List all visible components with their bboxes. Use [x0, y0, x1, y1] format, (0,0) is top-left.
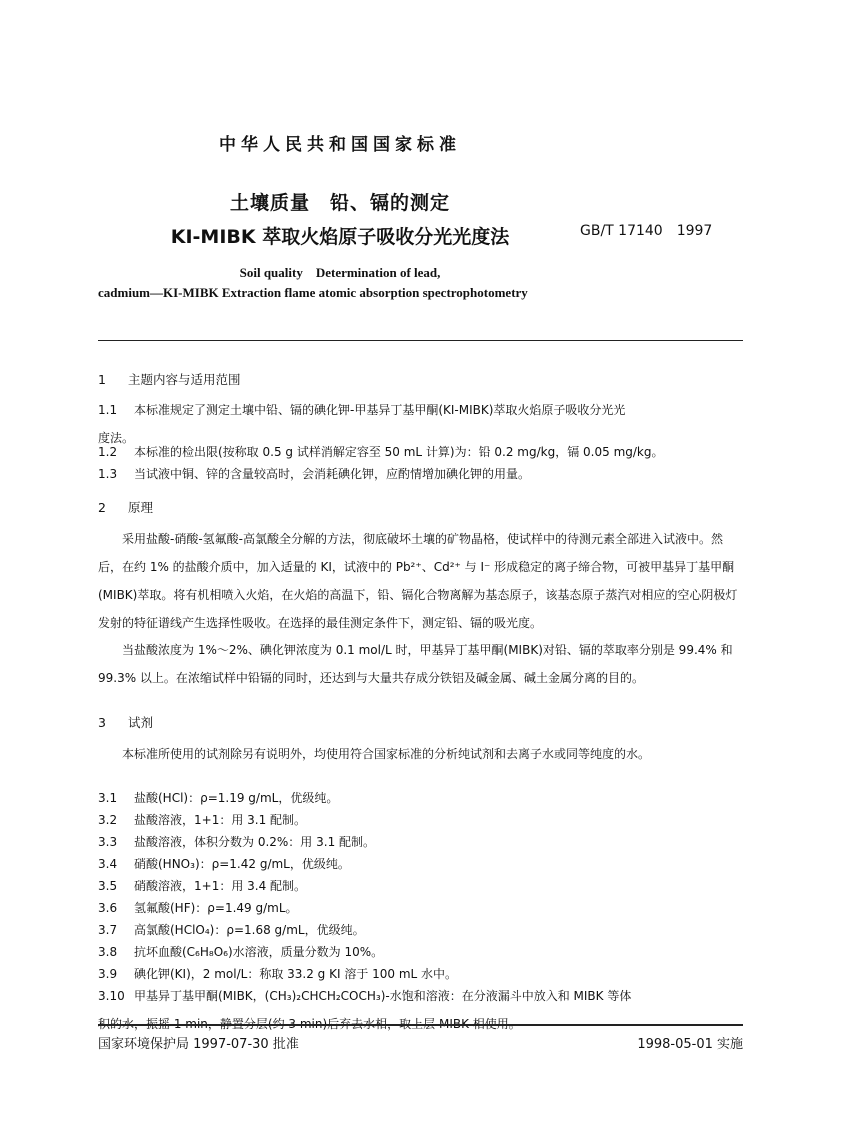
section-title: 主题内容与适用范围 [127, 372, 241, 387]
footer-rule [98, 1024, 743, 1026]
english-title-line2: cadmium—KI-MIBK Extraction flame atomic absorption spectrophotometry [98, 285, 528, 300]
clause-number: 3.4 [98, 857, 118, 871]
clause-text: 硝酸(HNO₃)：ρ=1.42 g/mL，优级纯。 [134, 857, 350, 871]
clause-text: 当试液中铜、锌的含量较高时，会消耗碘化钾，应酌情增加碘化钾的用量。 [134, 467, 531, 481]
english-title-line1: Soil quality Determination of lead, [239, 265, 441, 280]
clause-number: 3.10 [98, 989, 125, 1003]
clause-number: 1.1 [98, 403, 118, 417]
clause-text: 盐酸溶液，体积分数为 0.2%：用 3.1 配制。 [134, 835, 376, 849]
clause-text: 盐酸溶液，1+1：用 3.1 配制。 [134, 813, 307, 827]
clause-text: 甲基异丁基甲酮(MIBK，(CH₃)₂CHCH₂COCH₃)-水饱和溶液：在分液漏斗中放入和 MIBK 等体 [134, 989, 632, 1003]
effective-date: 1998-05-01 实施 [637, 1037, 743, 1052]
clause-number: 3.2 [98, 813, 118, 827]
approval-date: 国家环境保护局 1997-07-30 批准 [98, 1037, 299, 1052]
clause-text: 盐酸(HCl)：ρ=1.19 g/mL，优级纯。 [134, 791, 339, 805]
reagents-intro: 本标准所使用的试剂除另有说明外，均使用符合国家标准的分析纯试剂和去离子水或同等纯度的水。 [122, 747, 651, 761]
clause-text: 抗坏血酸(C₆H₈O₆)水溶液，质量分数为 10%。 [134, 945, 384, 959]
section-number: 3 [98, 715, 106, 730]
clause-number: 1.3 [98, 467, 118, 481]
section-title: 原理 [127, 500, 153, 515]
clause-text: 本标准规定了测定土壤中铅、镉的碘化钾-甲基异丁基甲酮(KI-MIBK)萃取火焰原子吸收分光光 [134, 403, 626, 417]
clause-number: 3.7 [98, 923, 118, 937]
section-title: 试剂 [127, 715, 153, 730]
clause-text: 硝酸溶液，1+1：用 3.4 配制。 [134, 879, 307, 893]
section-number: 2 [98, 500, 106, 515]
reagent-3-10 [98, 982, 743, 1038]
section-3-heading [98, 713, 153, 731]
principle-paragraph-2: 当盐酸浓度为 1%～2%、碘化钾浓度为 0.1 mol/L 时，甲基异丁基甲酮(MIBK)对铅、镉的萃取率分别是 99.4% 和 99.3% 以上。在浓缩试样中铅镉的同时，还达到与大量共存成分铁铝及碱金属、碱土金属分离的目的。 [98, 643, 733, 685]
clause-text: 氢氟酸(HF)：ρ=1.49 g/mL。 [134, 901, 298, 915]
clause-number: 3.6 [98, 901, 118, 915]
clause-number: 1.2 [98, 445, 118, 459]
standard-code: GB/T 17140 1997 [580, 223, 713, 239]
clause-number: 3.9 [98, 967, 118, 981]
principle-paragraph-1: 采用盐酸-硝酸-氢氟酸-高氯酸全分解的方法，彻底破坏土壤的矿物晶格，使试样中的待测元素全部进入试液中。然后，在约 1% 的盐酸介质中，加入适量的 KI，试液中的 Pb²⁺、Cd²⁺ 与 I⁻ 形成稳定的离子缔合物，可被甲基异丁基甲酮(MIBK)萃取。将有机相喷入火焰，在火焰的高温下，铅、镉化合物离解为基态原子，该基态原子蒸汽对相应的空心阴极灯发射的特征谱线产生选择性吸收。在选择的最佳测定条件下，测定铅、镉的吸光度。 [98, 532, 738, 630]
clause-text-continued: 度法。 [98, 431, 135, 445]
section-1-heading [98, 370, 240, 388]
document-title: 土壤质量 铅、镉的测定 [229, 192, 450, 214]
clause-text: 碘化钾(KI)，2 mol/L：称取 33.2 g KI 溶于 100 mL 水中。 [134, 967, 458, 981]
document-header: 中华人民共和国国家标准 [219, 135, 461, 155]
clause-text: 本标准的检出限(按称取 0.5 g 试样消解定容至 50 mL 计算)为：铅 0.2 mg/kg，镉 0.05 mg/kg。 [134, 445, 664, 459]
clause-1-3 [98, 460, 743, 488]
clause-text-continued: 积的水，振摇 1 min，静置分层(约 3 min)后弃去水相，取上层 MIBK 相使用。 [98, 1017, 521, 1031]
document-subtitle: KI-MIBK 萃取火焰原子吸收分光光度法 [170, 226, 510, 248]
clause-number: 3.3 [98, 835, 118, 849]
clause-number: 3.8 [98, 945, 118, 959]
header-rule [98, 340, 743, 341]
clause-text: 高氯酸(HClO₄)：ρ=1.68 g/mL，优级纯。 [134, 923, 365, 937]
section-2-heading [98, 498, 153, 516]
clause-number: 3.1 [98, 791, 118, 805]
clause-number: 3.5 [98, 879, 118, 893]
section-number: 1 [98, 372, 106, 387]
